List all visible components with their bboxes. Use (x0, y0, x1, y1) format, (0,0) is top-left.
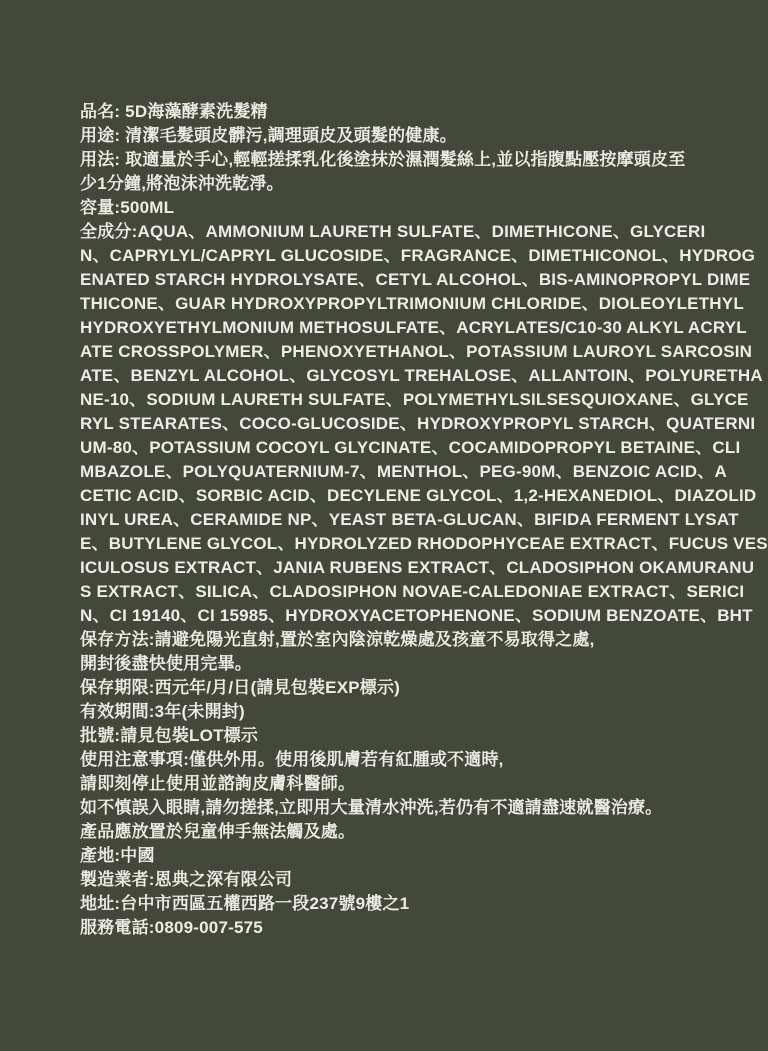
line-validity: 有效期間:3年(未開封) (80, 702, 245, 721)
line-ingredients-16: S EXTRACT、SILICA、CLADOSIPHON NOVAE-CALEDONIAE EXTRACT、SERICI (80, 582, 745, 601)
line-caution-4: 產品應放置於兒童伸手無法觸及處。 (80, 822, 356, 841)
line-caution-3: 如不慎誤入眼睛,請勿搓揉,立即用大量清水沖洗,若仍有不適請盡速就醫治療。 (80, 798, 663, 817)
line-ingredients-17: N、CI 19140、CI 15985、HYDROXYACETOPHENONE、SODIUM BENZOATE、BHT (80, 606, 753, 625)
line-ingredients-2: N、CAPRYLYL/CAPRYL GLUCOSIDE、FRAGRANCE、DIMETHICONOL、HYDROG (80, 246, 756, 265)
line-ingredients-15: ICULOSUS EXTRACT、JANIA RUBENS EXTRACT、CLADOSIPHON OKAMURANU (80, 558, 755, 577)
line-ingredients-8: NE-10、SODIUM LAURETH SULFATE、POLYMETHYLSILSESQUIOXANE、GLYCE (80, 390, 749, 409)
line-ingredients-11: MBAZOLE、POLYQUATERNIUM-7、MENTHOL、PEG-90M、BENZOIC ACID、A (80, 462, 727, 481)
line-ingredients-9: RYL STEARATES、COCO-GLUCOSIDE、HYDROXYPROPYL STARCH、QUATERNI (80, 414, 756, 433)
line-ingredients-5: HYDROXYETHYLMONIUM METHOSULFATE、ACRYLATES/C10-30 ALKYL ACRYL (80, 318, 747, 337)
line-ingredients-14: E、BUTYLENE GLYCOL、HYDROLYZED RHODOPHYCEAE EXTRACT、FUCUS VES (80, 534, 768, 553)
line-expiry: 保存期限:西元年/月/日(請見包裝EXP標示) (80, 678, 401, 697)
line-ingredients-4: THICONE、GUAR HYDROXYPROPYLTRIMONIUM CHLORIDE、DIOLEOYLETHYL (80, 294, 744, 313)
line-product-name: 品名: 5D海藻酵素洗髮精 (80, 102, 268, 121)
line-volume: 容量:500ML (80, 198, 175, 217)
line-storage-1: 保存方法:請避免陽光直射,置於室內陰涼乾燥處及孩童不易取得之處, (80, 630, 595, 649)
line-storage-2: 開封後盡快使用完畢。 (80, 654, 252, 673)
line-ingredients-13: INYL UREA、CERAMIDE NP、YEAST BETA-GLUCAN、BIFIDA FERMENT LYSAT (80, 510, 739, 529)
line-usage: 用途: 清潔毛髮頭皮髒污,調理頭皮及頭髮的健康。 (80, 126, 457, 145)
line-ingredients-12: CETIC ACID、SORBIC ACID、DECYLENE GLYCOL、1,2-HEXANEDIOL、DIAZOLID (80, 486, 757, 505)
product-info-label (80, 100, 768, 940)
line-origin: 產地:中國 (80, 846, 155, 865)
line-address: 地址:台中市西區五權西路一段237號9樓之1 (80, 894, 410, 913)
line-service-phone: 服務電話:0809-007-575 (80, 918, 263, 937)
line-caution-1: 使用注意事項:僅供外用。使用後肌膚若有紅腫或不適時, (80, 750, 504, 769)
line-ingredients-10: UM-80、POTASSIUM COCOYL GLYCINATE、COCAMIDOPROPYL BETAINE、CLI (80, 438, 741, 457)
line-directions-2: 少1分鐘,將泡沫沖洗乾淨。 (80, 174, 284, 193)
line-ingredients-7: ATE、BENZYL ALCOHOL、GLYCOSYL TREHALOSE、ALLANTOIN、POLYURETHA (80, 366, 763, 385)
line-batch-number: 批號:請見包裝LOT標示 (80, 726, 259, 745)
line-ingredients-1: 全成分:AQUA、AMMONIUM LAURETH SULFATE、DIMETHICONE、GLYCERI (80, 222, 706, 241)
line-directions-1: 用法: 取適量於手心,輕輕搓揉乳化後塗抹於濕潤髮絲上,並以指腹點壓按摩頭皮至 (80, 150, 686, 169)
line-caution-2: 請即刻停止使用並諮詢皮膚科醫師。 (80, 774, 356, 793)
line-manufacturer: 製造業者:恩典之深有限公司 (80, 870, 293, 889)
line-ingredients-6: ATE CROSSPOLYMER、PHENOXYETHANOL、POTASSIUM LAUROYL SARCOSIN (80, 342, 753, 361)
line-ingredients-3: ENATED STARCH HYDROLYSATE、CETYL ALCOHOL、BIS-AMINOPROPYL DIME (80, 270, 751, 289)
